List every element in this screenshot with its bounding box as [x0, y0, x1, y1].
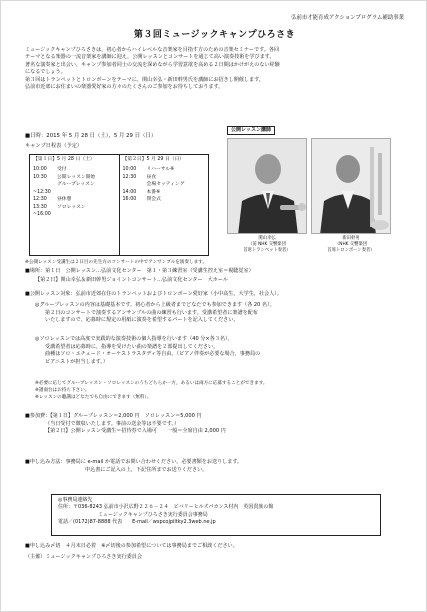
solo-lesson-line: 曲種はソロ・エチュード・オーケストラスタディ等自由。（ピアノ伴奏が必要な場合，事務局の [45, 351, 261, 358]
intro-line: 弘前市近郊にお住まいの楽器愛好家の方々のたくさんのご参加をお待ちしております。 [25, 83, 224, 90]
memo-block [25, 381, 410, 402]
fee-line: 【第２日】公開レッスン受講生＝招待券で入場可 一般＝全席自由 2,000 円 [45, 428, 226, 435]
deadline-line: ■申し込み〆切 ４月末日必着 ※〆切後の参加希望については事務局までご相談ください。 [25, 543, 238, 549]
schedule-time [33, 181, 53, 188]
intro-line: 著名な演奏家と出会い，キャンプ参加者同士の交流を深めながら学習意欲を高める２日間はかけがえのない経験 [25, 61, 280, 68]
schedule-item: 会場セッティング [146, 182, 185, 188]
schedule-time [123, 181, 143, 188]
schedule-item: 閉会式 [146, 197, 161, 203]
schedule-time: 10:00 [122, 167, 137, 173]
sponsor-line: 弘前市才能育成アクションプログラム補助事業 [291, 15, 404, 21]
schedule-time: ~16:00 [33, 212, 51, 217]
host-line: （主催）ミュージックキャンプひろさき実行委員会 [25, 554, 142, 560]
schedule-row [123, 181, 206, 188]
event-date: ■日時：2015 年 5 月 28 日（土），5 月 29 日（日） [25, 133, 157, 139]
schedule-time: 13:30 [33, 204, 47, 210]
intro-line: テーマとなる楽器の一流音楽家を講師に迎え，公開レッスンとコンサートを通じて高い演奏技術を学びます。 [25, 54, 275, 61]
schedule-time: 12:30 [33, 197, 47, 203]
memo-line: ※レッスンの聴講はどなたでも自由にできます（無料）。 [35, 394, 152, 400]
schedule-item: グループレッスン [57, 182, 95, 188]
lecturer-org: （NHK 交響楽団 [334, 241, 368, 247]
fee-block [25, 413, 410, 436]
intro-line: ミュージックキャンプひろさきは，初心者からハイレベルな音楽家を目指す方のための音楽セミナーです。各回 [25, 47, 280, 53]
schedule-row [33, 196, 116, 203]
apply-block [25, 459, 410, 474]
schedule-item: 昼食 [146, 174, 157, 180]
schedule-item: 公開レッスン開始 [57, 174, 96, 180]
schedule-row [33, 166, 116, 173]
lecturer-label: 公開レッスン講師 [227, 126, 275, 135]
schedule-row [33, 189, 116, 196]
memo-line: ※必要に応じてグループレッスン・ソロレッスンのうちどちらか一方，あるいは両方に応募することができます。 [35, 381, 268, 386]
group-lesson-line: いたしますので，応募時に規定の用紙に演奏を希望するパートを記入してください。 [45, 317, 239, 324]
memo-line: ※譜面台はお持ち下さい。 [35, 387, 90, 393]
fee-line: ■参加費：【第１日】グループレッスン＝2,000 円 ソロレッスン＝5,000 円 [25, 413, 202, 419]
schedule-row [123, 189, 206, 196]
schedule-note: ※公開レッスン受講生は２日目の先生方のコンサートの中でアンサンブルを演奏します。 [25, 260, 207, 265]
schedule-item: ソロレッスン [57, 204, 86, 210]
schedule-time: 10:30 [33, 174, 47, 180]
schedule-row [33, 204, 116, 211]
lecturer-photo-nitta [311, 138, 391, 234]
contact-org: ミュージックキャンプひろさき実行委員会事務局 [98, 511, 208, 518]
schedule-table [29, 154, 209, 256]
target-line: ■公開レッスン対象：弘前市近郊在住のトランペットおよびトロンボーン愛好家（小中高生，大学生，社会人）。 [25, 291, 282, 297]
schedule-time: 16:00 [122, 197, 137, 203]
lecturer-caption [311, 236, 391, 253]
schedule-row [123, 174, 206, 181]
apply-line: 申込書にご記入の上，下記住所までお送りください。 [85, 466, 208, 473]
lecturer-photo-sekiyama [227, 138, 307, 234]
schedule-row [123, 196, 206, 203]
group-lesson-line: 第２日のコンサートで演奏するアンサンブルの曲の練習も行います。受講希望者に楽譜を配布 [45, 309, 258, 316]
schedule-row [33, 174, 116, 181]
fee-line: （当日受付で徴収いたします。事前の送金等は不要です。） [45, 420, 180, 427]
solo-lesson-line: 受講希望者は応募時に，指導を受けたい曲の楽譜を２部提出してください。 [45, 343, 219, 350]
schedule-time: 14:00 [122, 189, 137, 195]
schedule-title: キャンプ日程表（予定） [25, 143, 83, 149]
solo-lesson-info [25, 336, 410, 367]
contact-box [51, 494, 381, 536]
schedule-item: リハーサル※ [146, 167, 175, 173]
lecturer-name: 関山幸弘 [258, 236, 276, 241]
lecturer-name: 新田幹男 [342, 236, 360, 241]
contact-title: ◎事務局連絡先 [58, 497, 93, 503]
schedule-time: 12:30 [122, 174, 137, 180]
schedule-time: 10:00 [33, 167, 47, 173]
lecturer-role: 首席トロンボーン奏者） [327, 247, 375, 253]
intro-line: になるでしょう。 [25, 69, 66, 76]
schedule-day2-heading: 【第２日】5 月 29 日（日） [122, 157, 185, 162]
apply-line: ■申し込み方法：事務局に e-mail か電話でお問い合わせください。必要書類をお送りします。 [25, 459, 243, 465]
solo-lesson-line: ◎ソロレッスンでは高度で実践的な演奏技術の個人指導を行います（40 分×各３名）。 [35, 336, 233, 342]
schedule-row [33, 181, 116, 188]
schedule-item: 受付 [57, 167, 67, 173]
contact-phone-email: 電話／(0172)87-8888 代表 E-mail／wspcojpiltky2.3web.ne.jp [58, 518, 216, 525]
contact-address: 住所：〒036-8243 弘前市小沢広野２２６－２４ ビバリーヒルズパカンス村内 英国貴族の館 [58, 504, 274, 511]
schedule-item: 昼休憩 [57, 197, 72, 203]
schedule-row [33, 211, 116, 218]
schedule-day2 [119, 155, 209, 255]
lecturer-role: 首席トランペット奏者） [243, 247, 291, 253]
venue-line-2: 【第２日】関山幸弘＆新田幹男ジョイントコンサート…弘前文化センター 大ホール [35, 277, 228, 283]
page-title: 第３回ミュージックキャンプひろさき [133, 30, 296, 40]
lecturer-caption [227, 236, 307, 253]
intro-line: 第３回はトランペットとトロンボーンをテーマに，関山幸弘・新田幹男氏を講師にお招きし開催します。 [25, 76, 264, 83]
venue-line: ■場所：第１日 公開レッスン…弘前文化センター 第１・第３練習室（受講生控え室＝視聴覚室） [25, 268, 254, 274]
schedule-time: ~12:30 [33, 189, 51, 195]
group-lesson-info [25, 302, 410, 325]
schedule-row [123, 166, 206, 173]
intro-paragraph [25, 47, 405, 91]
schedule-day1-heading: 【第１日】5 月 28 日（土） [33, 157, 95, 162]
schedule-item: 本番※ [146, 189, 161, 195]
lecturer-org: （前 NHK 交響楽団 [248, 241, 286, 247]
schedule-day1 [30, 155, 119, 255]
solo-lesson-line: ピアニストが担当します。） [45, 358, 109, 365]
group-lesson-line: ◎グループレッスンの内容は基礎基本です。初心者から上級者までどなたでも参加できます（各 20 名）。 [35, 302, 275, 308]
